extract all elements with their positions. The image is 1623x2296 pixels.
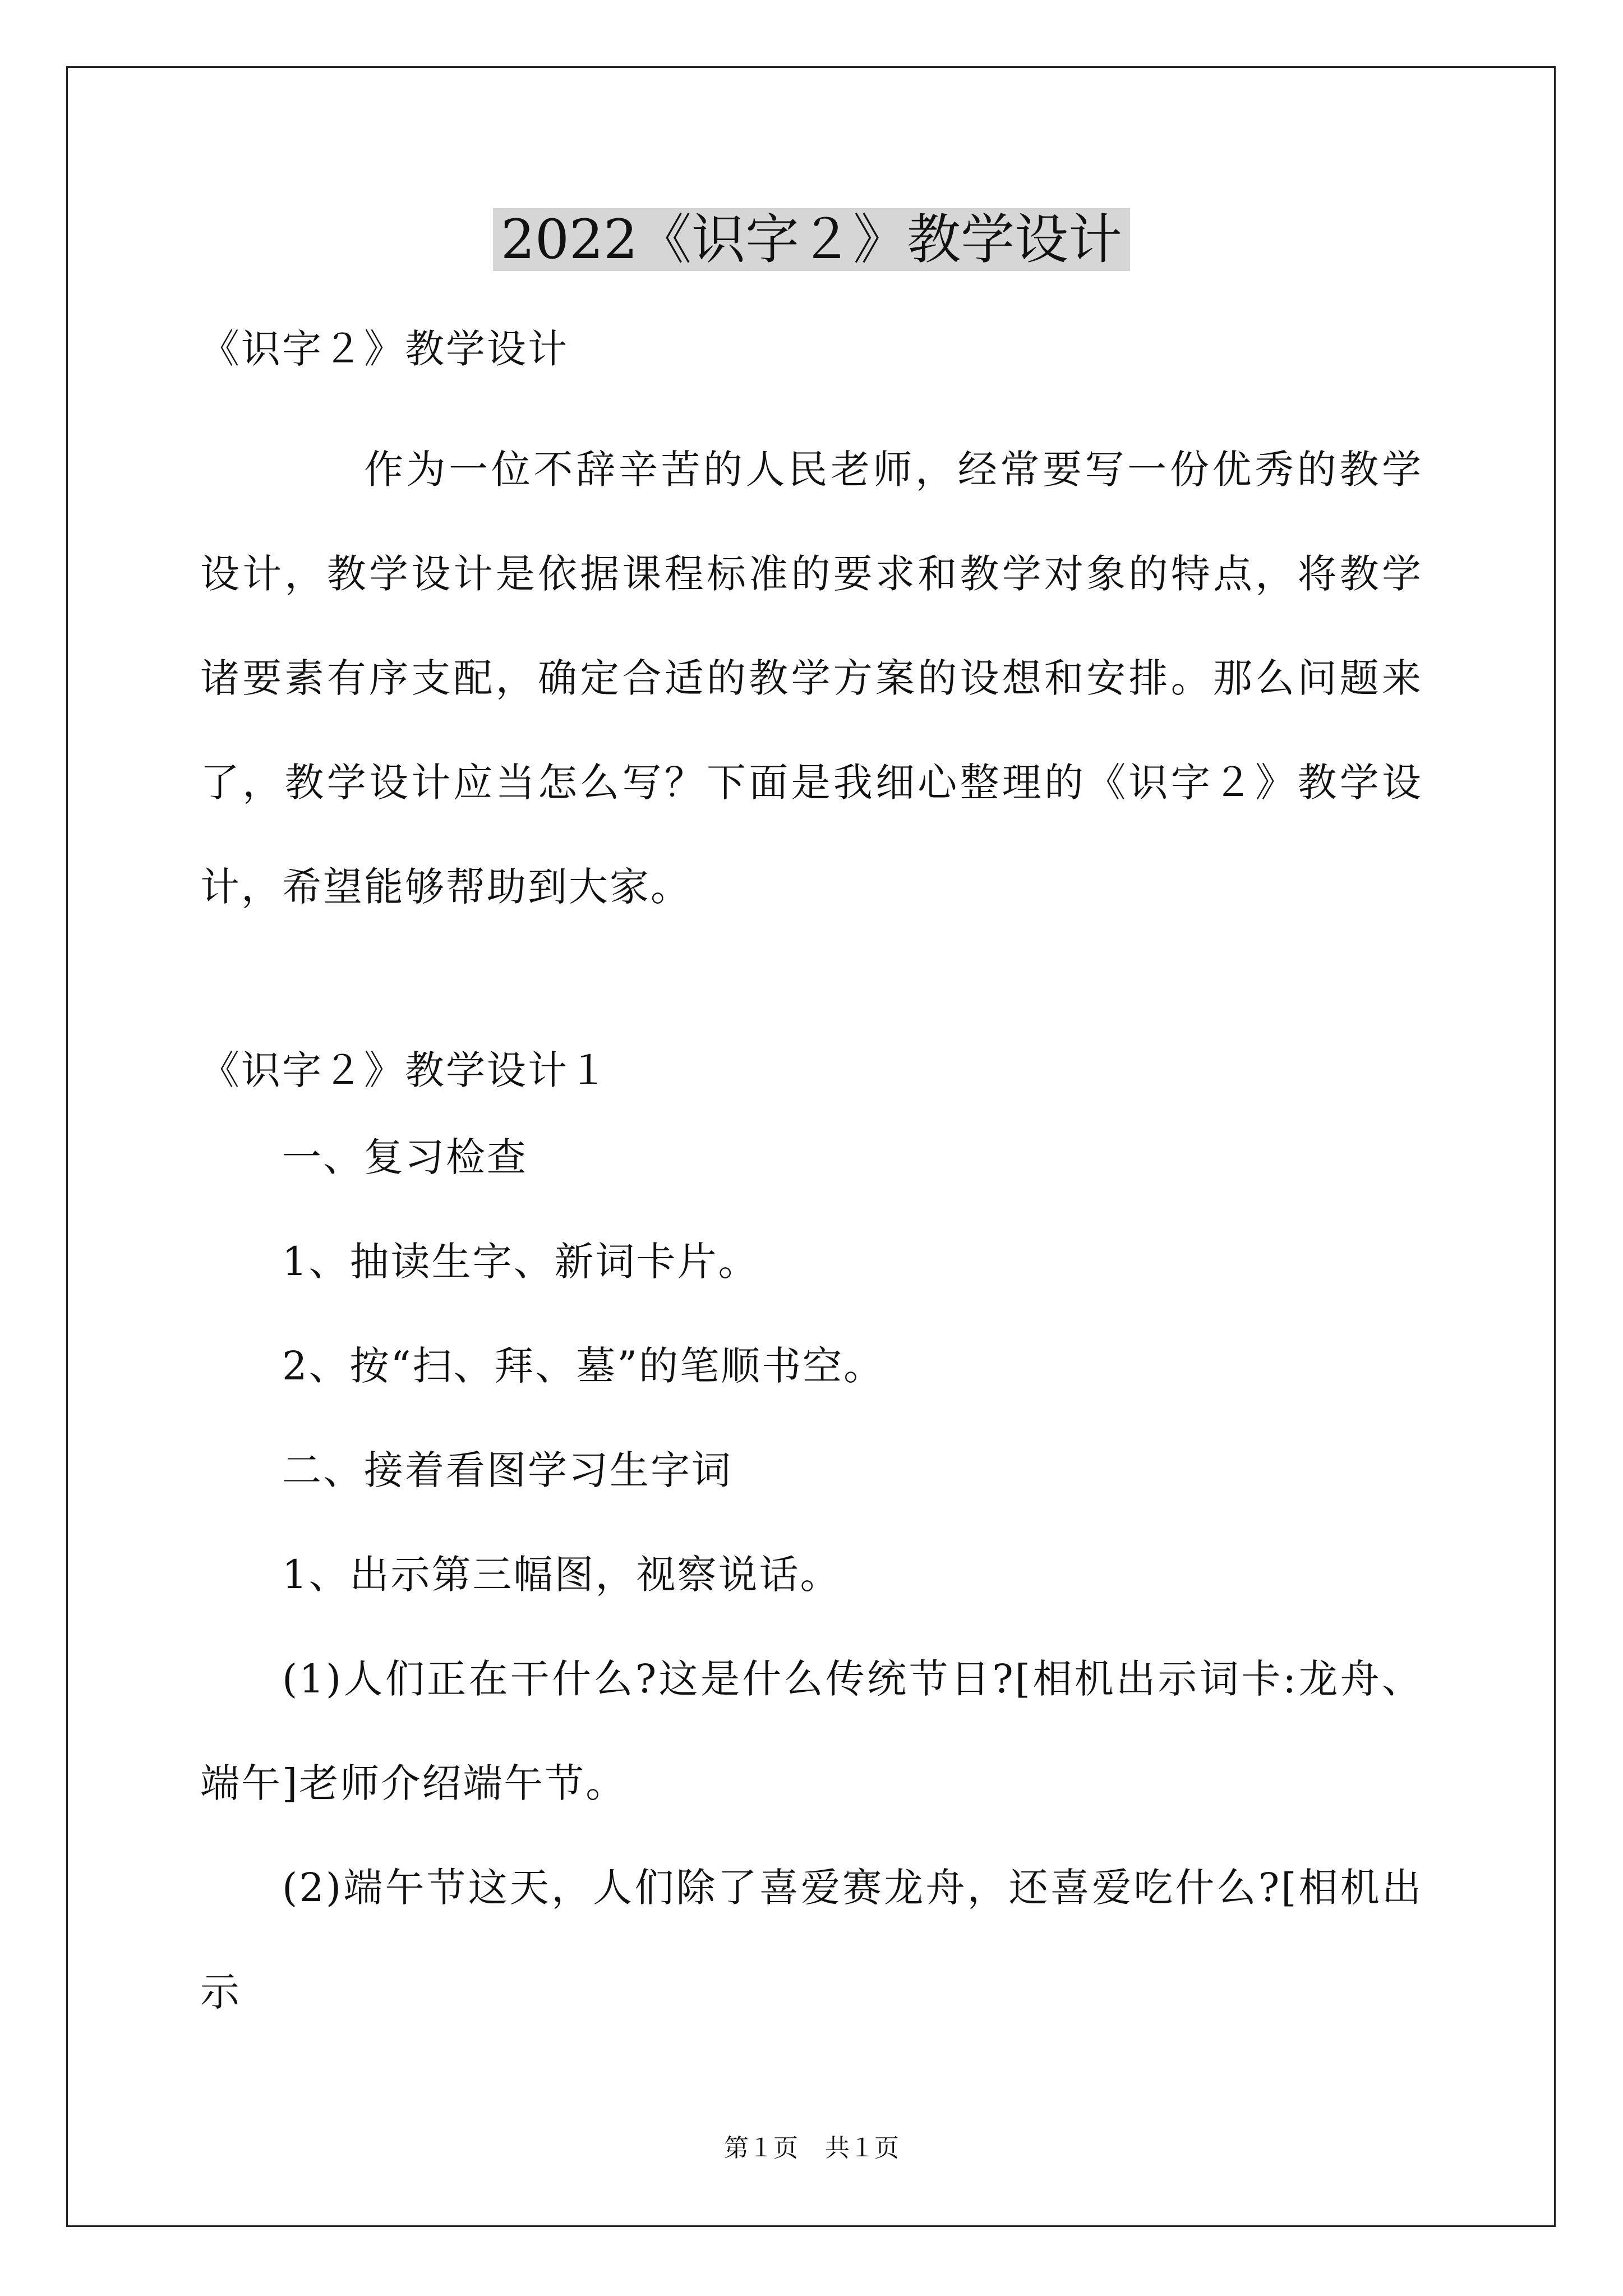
document-title [0, 203, 1623, 276]
list-item: 1、出示第三幅图，视察说话。 [282, 1552, 841, 1598]
list-item: (2)端午节这天，人们除了喜爱赛龙舟，还喜爱吃什么?[相机出示 [200, 1865, 1423, 2015]
list-item: 2、按“扫、拜、墓”的笔顺书空。 [282, 1343, 885, 1389]
list-item: 1、抽读生字、新词卡片。 [282, 1239, 759, 1285]
section-heading-review: 一、复习检查 [282, 1134, 528, 1180]
document-body [200, 314, 1423, 2044]
document-subtitle: 《识字２》教学设计 [200, 326, 569, 372]
page-footer [0, 2132, 1623, 2165]
list-item: (1)人们正在干什么?这是什么传统节日?[相机出示词卡:龙舟、端午]老师介绍端午节。 [200, 1656, 1423, 1806]
section-heading-study: 二、接着看图学习生字词 [282, 1447, 732, 1493]
intro-paragraph: 作为一位不辞辛苦的人民老师，经常要写一份优秀的教学设计，教学设计是依据课程标准的要求和教学对象的特点，将教学诸要素有序支配，确定合适的教学方案的设想和安排。那么问题来了，教学设计应当怎么写？下面是我细心整理的《识字２》教学设计，希望能够帮助到大家。 [200, 447, 1423, 910]
section-heading: 《识字２》教学设计１ [200, 1047, 610, 1093]
document-title-text: 2022《识字２》教学设计 [493, 208, 1130, 271]
page-number: 第１页 [724, 2134, 798, 2162]
page-total: 共１页 [825, 2134, 899, 2162]
